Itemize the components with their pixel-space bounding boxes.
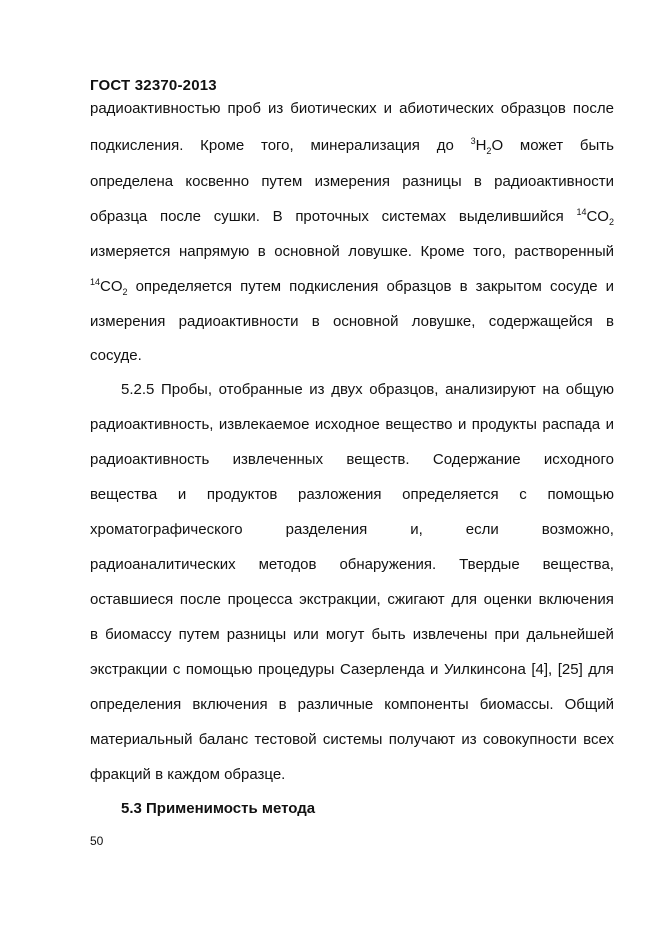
page-number: 50 xyxy=(90,834,104,848)
text-line: образца после сушки. В проточных системах выделившийся $^{14}CO_2$ xyxy=(90,207,614,227)
text-line: $^{14}CO_2$ определяется путем подкисления образцов в закрытом сосуде и xyxy=(90,277,614,297)
text-line: подкисления. Кроме того, минерализация до $^3H_2O$ может быть xyxy=(90,136,614,156)
text-line: вещества и продуктов разложения определяется с помощью xyxy=(90,486,614,503)
document-header: ГОСТ 32370-2013 xyxy=(90,77,217,94)
text-line: радиоактивность, извлекаемое исходное вещество и продукты распада и xyxy=(90,416,614,433)
text-line: радиоактивность извлеченных веществ. Содержание исходного xyxy=(90,451,614,468)
text-line: в биомассу путем разницы или могут быть извлечены при дальнейшей xyxy=(90,626,614,643)
text-line: определена косвенно путем измерения разницы в радиоактивности xyxy=(90,173,614,190)
text-line: 5.2.5 Пробы, отобранные из двух образцов, анализируют на общую xyxy=(121,381,614,398)
section-title: 5.3 Применимость метода xyxy=(121,800,316,817)
text-line: оставшиеся после процесса экстракции, сжигают для оценки включения xyxy=(90,591,614,608)
text-line: измеряется напрямую в основной ловушке. Кроме того, растворенный xyxy=(90,243,614,260)
text-line: хроматографического разделения и, если возможно, xyxy=(90,521,614,538)
text-line: измерения радиоактивности в основной ловушке, содержащейся в xyxy=(90,313,614,330)
text-line: сосуде. xyxy=(90,347,142,364)
text-line: радиоактивностью проб из биотических и абиотических образцов после xyxy=(90,100,614,117)
text-line: фракций в каждом образце. xyxy=(90,766,286,783)
text-line: определения включения в различные компоненты биомассы. Общий xyxy=(90,696,614,713)
text-line: экстракции с помощью процедуры Сазерленда и Уилкинсона [4], [25] для xyxy=(90,661,614,678)
text-line: материальный баланс тестовой системы получают из совокупности всех xyxy=(90,731,614,748)
text-line: радиоаналитических методов обнаружения. Твердые вещества, xyxy=(90,556,614,573)
